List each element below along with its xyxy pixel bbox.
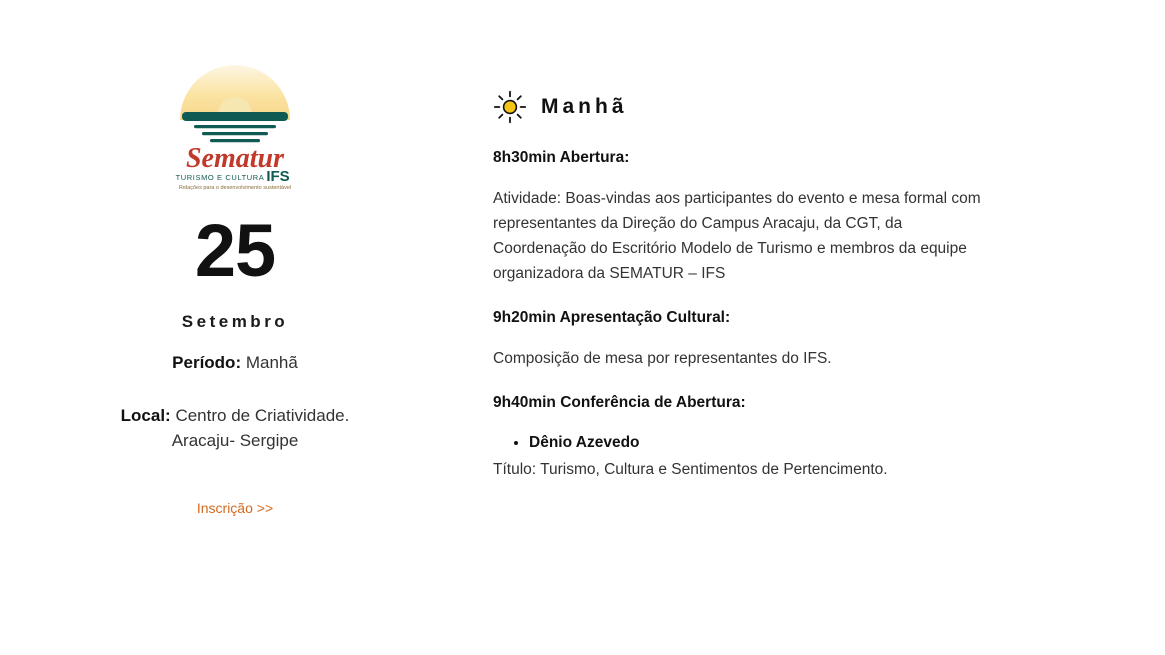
event-period-value: Manhã bbox=[245, 353, 298, 372]
svg-text:IFS: IFS bbox=[266, 168, 290, 185]
event-location-value: Centro de Criatividade. bbox=[175, 406, 350, 425]
event-month: Setembro bbox=[181, 312, 289, 331]
event-period-label: Período: bbox=[172, 353, 242, 372]
svg-text:TURISMO E CULTURA: TURISMO E CULTURA bbox=[175, 173, 265, 182]
sun-icon bbox=[493, 90, 527, 124]
event-day-number: 25 bbox=[194, 209, 276, 292]
schedule-item-heading: 8h30min Abertura: bbox=[493, 149, 630, 166]
event-summary-column bbox=[0, 0, 470, 655]
schedule-item bbox=[493, 148, 993, 286]
talk-title: Título: Turismo, Cultura e Sentimentos de Pertencimento. bbox=[493, 461, 888, 478]
schedule-item-heading: 9h40min Conferência de Abertura: bbox=[493, 394, 746, 411]
speaker-name: • Dênio Azevedo bbox=[529, 431, 993, 455]
schedule-item-body: Atividade: Boas-vindas aos participantes do evento e mesa formal com representantes da Direção do Campus Aracaju, da CGT, da Coordenação do Escritório Modelo de Turismo e membros da equipe organizadora da SEMATUR – IFS bbox=[493, 190, 981, 282]
schedule-period-header bbox=[493, 90, 628, 124]
event-location-label: Local: bbox=[120, 406, 171, 425]
speaker-list bbox=[493, 431, 993, 455]
svg-text:Relações para o desenvolviment: Relações para o desenvolvimento sustentável bbox=[178, 185, 292, 191]
sematur-sunset-logo bbox=[160, 62, 310, 192]
event-period bbox=[0, 353, 470, 373]
schedule-list bbox=[493, 148, 993, 482]
svg-text:Sematur: Sematur bbox=[185, 143, 285, 174]
sematur-logo bbox=[160, 62, 310, 192]
event-location bbox=[0, 403, 470, 453]
registration-link[interactable]: Inscrição >> bbox=[196, 500, 274, 516]
event-location-city: Aracaju- Sergipe bbox=[171, 431, 299, 450]
schedule-period-title: Manhã bbox=[541, 95, 628, 118]
schedule-item bbox=[493, 393, 993, 482]
schedule-column bbox=[493, 0, 1133, 655]
schedule-item bbox=[493, 308, 993, 371]
schedule-item-body: Composição de mesa por representantes do IFS. bbox=[493, 350, 832, 367]
schedule-item-heading: 9h20min Apresentação Cultural: bbox=[493, 309, 731, 326]
